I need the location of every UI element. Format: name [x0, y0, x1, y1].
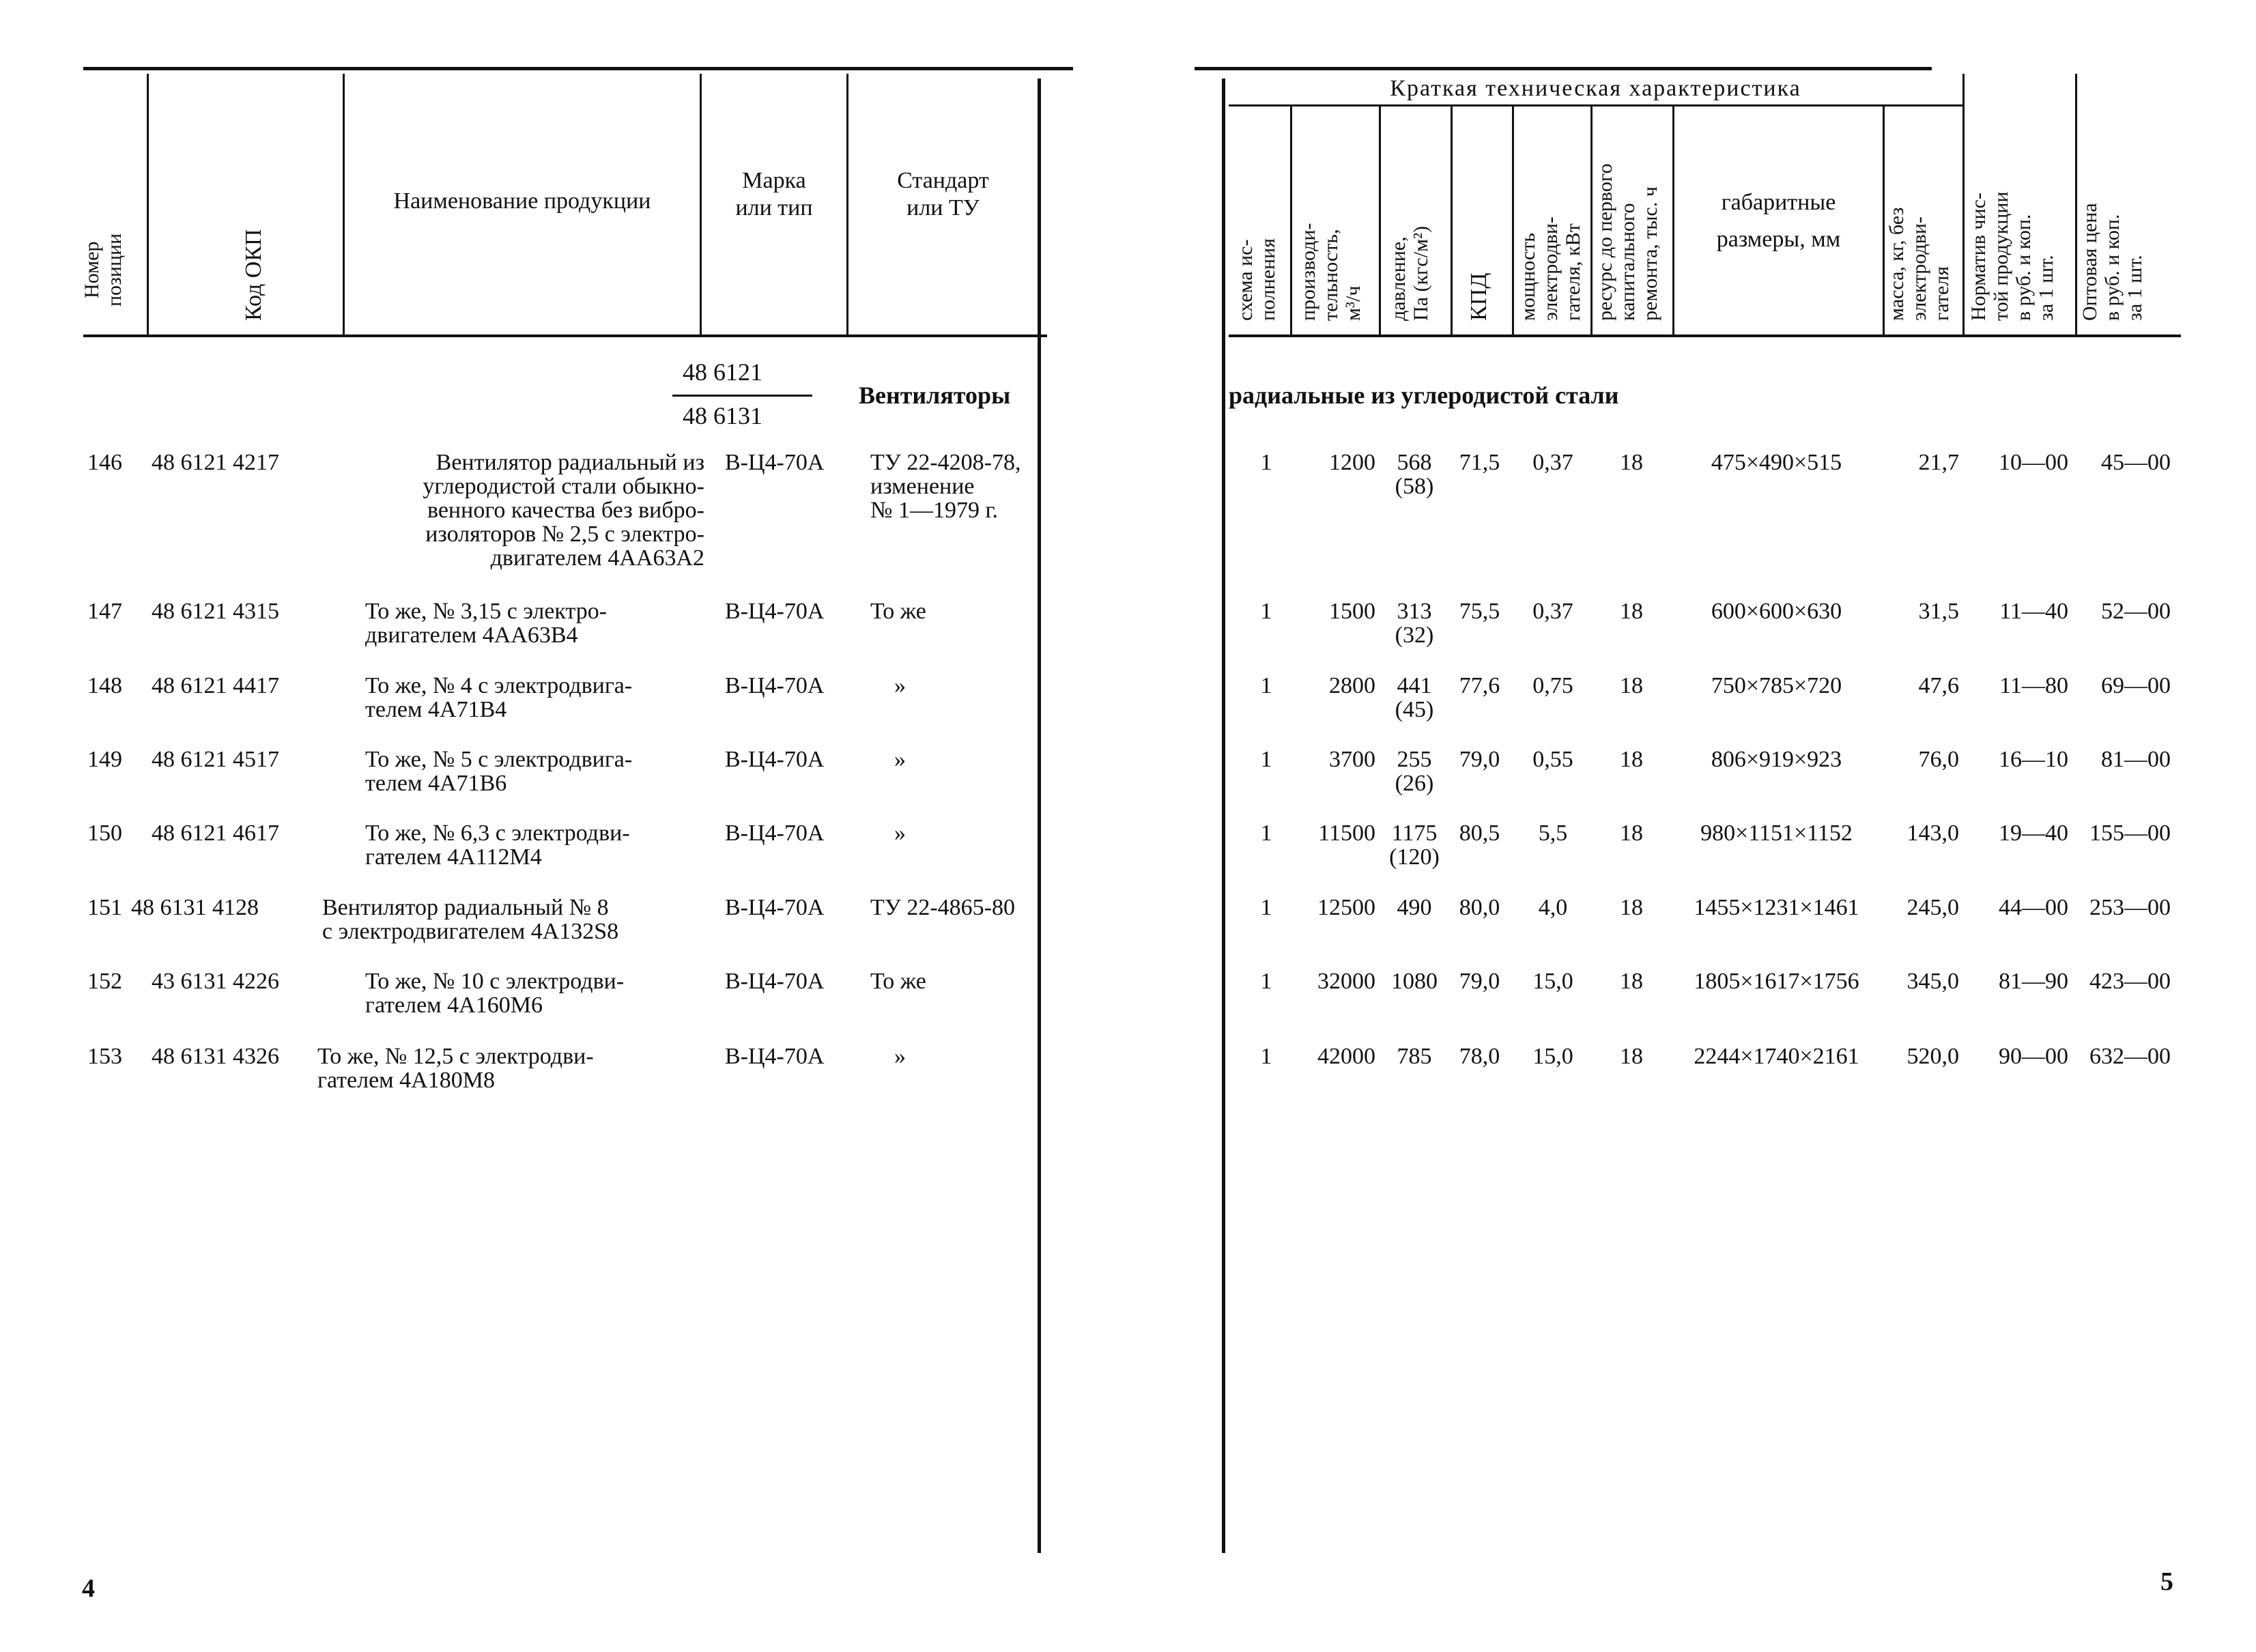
row-pressure: 490 [1397, 895, 1432, 920]
row-dimensions: 806×919×923 [1711, 747, 1842, 772]
row-scheme: 1 [1260, 450, 1272, 475]
row-pressure: 568 (58) [1395, 450, 1434, 499]
row-resource: 18 [1620, 1044, 1643, 1069]
left-header-rule [83, 334, 1047, 337]
row-dimensions: 475×490×515 [1711, 450, 1842, 475]
row-product-name: То же, № 3,15 с электро- двигателем 4АА63В4 [365, 599, 608, 648]
row-mass: 520,0 [1907, 1044, 1959, 1069]
row-norm: 90—00 [1999, 1044, 2068, 1069]
row-price: 52—00 [2101, 599, 2171, 624]
row-standard: ТУ 22-4865-80 [870, 895, 1015, 920]
row-scheme: 1 [1260, 1044, 1272, 1069]
row-standard: ТУ 22-4208-78, изменение № 1—1979 г. [870, 450, 1021, 523]
group-code-bottom: 48 6131 [683, 402, 762, 429]
row-position: 152 [87, 969, 122, 994]
row-power: 0,75 [1532, 673, 1573, 698]
page-number-right: 5 [2160, 1567, 2173, 1596]
right-col-sep-9 [2075, 74, 2077, 334]
row-scheme: 1 [1260, 599, 1272, 624]
row-scheme: 1 [1260, 969, 1272, 994]
header-standard: Стандарт или ТУ [897, 168, 989, 220]
row-pressure: 785 [1397, 1044, 1432, 1069]
header-overall-dimensions: габаритные размеры, мм [1716, 190, 1841, 252]
row-brand: В-Ц4-70А [725, 821, 825, 846]
row-price: 81—00 [2101, 747, 2171, 772]
row-capacity: 12500 [1317, 895, 1375, 920]
row-efficiency: 80,5 [1459, 821, 1500, 846]
group-title: Вентиляторы [859, 382, 1011, 409]
row-okp-code: 48 6121 4417 [152, 673, 279, 698]
row-brand: В-Ц4-70А [725, 599, 825, 624]
row-position: 149 [87, 747, 122, 772]
row-efficiency: 79,0 [1459, 747, 1500, 772]
row-mass: 76,0 [1918, 747, 1959, 772]
row-product-name: Вентилятор радиальный № 8 с электродвигателем 4А132S8 [322, 895, 619, 944]
row-price: 155—00 [2089, 821, 2171, 846]
row-resource: 18 [1620, 450, 1643, 475]
row-position: 153 [87, 1044, 122, 1069]
right-col-sep-8 [1962, 74, 1965, 334]
row-power: 15,0 [1532, 1044, 1573, 1069]
row-okp-code: 48 6131 4128 [131, 895, 259, 920]
header-motor-power: мощность электродви- гателя, кВт [1517, 216, 1584, 321]
row-norm: 81—90 [1999, 969, 2068, 994]
row-pressure: 1175 (120) [1389, 821, 1440, 870]
row-mass: 143,0 [1907, 821, 1959, 846]
row-dimensions: 1455×1231×1461 [1694, 895, 1859, 920]
row-norm: 10—00 [1999, 450, 2068, 475]
right-col-sep-1 [1290, 106, 1292, 334]
row-norm: 11—80 [1999, 673, 2068, 698]
row-capacity: 1500 [1329, 599, 1375, 624]
row-efficiency: 75,5 [1459, 599, 1500, 624]
row-dimensions: 750×785×720 [1711, 673, 1842, 698]
row-norm: 19—40 [1999, 821, 2068, 846]
header-overhaul-resource: ресурс до первого капитального ремонта, тыс. ч [1594, 163, 1661, 321]
header-okp-code: Код ОКП [241, 229, 266, 321]
row-scheme: 1 [1260, 747, 1272, 772]
header-brand-type: Марка или тип [735, 168, 813, 220]
row-resource: 18 [1620, 673, 1643, 698]
row-price: 45—00 [2101, 450, 2171, 475]
row-dimensions: 2244×1740×2161 [1694, 1044, 1859, 1069]
row-product-name: То же, № 5 с электродвига- телем 4А71В6 [365, 747, 633, 796]
row-brand: В-Ц4-70А [725, 673, 825, 698]
row-standard: » [894, 673, 906, 698]
right-col-sep-4 [1512, 106, 1514, 334]
row-standard: » [894, 821, 906, 846]
left-top-rule [83, 67, 1073, 70]
row-position: 146 [87, 450, 122, 475]
left-right-edge [1038, 79, 1041, 1553]
row-resource: 18 [1620, 599, 1643, 624]
row-pressure: 313 (32) [1395, 599, 1434, 648]
row-scheme: 1 [1260, 821, 1272, 846]
row-position: 147 [87, 599, 122, 624]
row-okp-code: 48 6121 4217 [152, 450, 279, 475]
super-header-rule [1229, 104, 1962, 106]
row-pressure: 1080 [1391, 969, 1438, 994]
row-capacity: 11500 [1318, 821, 1375, 846]
row-okp-code: 48 6121 4617 [152, 821, 279, 846]
row-mass: 47,6 [1918, 673, 1959, 698]
header-net-output-norm: Норматив чис- той продукции в руб. и коп. за 1 шт. [1967, 191, 2057, 321]
row-capacity: 1200 [1329, 450, 1375, 475]
left-col-sep-1 [147, 74, 149, 334]
header-mass: масса, кг, без электродви- гателя [1885, 207, 1953, 321]
row-standard: То же [870, 969, 926, 994]
right-col-sep-3 [1451, 106, 1453, 334]
row-norm: 11—40 [1999, 599, 2068, 624]
row-price: 69—00 [2101, 673, 2171, 698]
row-product-name: То же, № 12,5 с электродви- гателем 4А180М8 [317, 1044, 594, 1093]
right-col-sep-5 [1590, 106, 1593, 334]
right-col-sep-7 [1883, 106, 1885, 334]
row-product-name: То же, № 4 с электродвига- телем 4А71В4 [365, 673, 633, 722]
row-okp-code: 48 6121 4315 [152, 599, 279, 624]
row-norm: 16—10 [1999, 747, 2068, 772]
row-power: 4,0 [1538, 895, 1568, 920]
row-price: 253—00 [2089, 895, 2171, 920]
row-power: 0,37 [1532, 450, 1573, 475]
right-left-edge [1222, 79, 1225, 1553]
row-power: 15,0 [1532, 969, 1573, 994]
row-norm: 44—00 [1999, 895, 2068, 920]
row-mass: 31,5 [1918, 599, 1959, 624]
row-power: 5,5 [1538, 821, 1568, 846]
row-standard: » [894, 1044, 906, 1069]
right-top-rule [1195, 67, 1932, 70]
row-price: 632—00 [2089, 1044, 2171, 1069]
row-capacity: 42000 [1317, 1044, 1375, 1069]
row-scheme: 1 [1260, 673, 1272, 698]
row-product-name: То же, № 10 с электродви- гателем 4А160М6 [365, 969, 625, 1018]
row-pressure: 441 (45) [1395, 673, 1434, 722]
row-position: 148 [87, 673, 122, 698]
row-okp-code: 48 6131 4326 [152, 1044, 279, 1069]
row-resource: 18 [1620, 969, 1643, 994]
row-efficiency: 80,0 [1459, 895, 1500, 920]
right-col-sep-2 [1379, 106, 1381, 334]
row-power: 0,55 [1532, 747, 1573, 772]
row-position: 150 [87, 821, 122, 846]
row-dimensions: 1805×1617×1756 [1694, 969, 1859, 994]
row-brand: В-Ц4-70А [725, 450, 825, 475]
header-capacity: производи- тельность, м³/ч [1297, 223, 1365, 321]
row-pressure: 255 (26) [1395, 747, 1434, 796]
row-resource: 18 [1620, 821, 1643, 846]
header-execution-scheme: схема ис- полнения [1234, 238, 1279, 321]
page-number-left: 4 [82, 1574, 95, 1603]
row-product-name: То же, № 6,3 с электродви- гателем 4А112М4 [365, 821, 630, 870]
row-capacity: 2800 [1329, 673, 1375, 698]
row-product-name: Вентилятор радиальный из углеродистой стали обыкно- венного качества без вибро- изоляторов № 2,5 с электро- двигателем 4АА63А2 [423, 450, 704, 571]
row-position: 151 [87, 895, 122, 920]
row-resource: 18 [1620, 747, 1643, 772]
row-resource: 18 [1620, 895, 1643, 920]
row-capacity: 3700 [1329, 747, 1375, 772]
row-brand: В-Ц4-70А [725, 969, 825, 994]
row-efficiency: 71,5 [1459, 450, 1500, 475]
row-efficiency: 78,0 [1459, 1044, 1500, 1069]
row-efficiency: 77,6 [1459, 673, 1500, 698]
row-scheme: 1 [1260, 895, 1272, 920]
row-power: 0,37 [1532, 599, 1573, 624]
super-header: Краткая техническая характеристика [1390, 76, 1801, 101]
group-code-divider [672, 395, 812, 397]
header-pressure: давление, Па (кгс/м²) [1387, 226, 1432, 321]
row-standard: То же [870, 599, 926, 624]
row-mass: 245,0 [1907, 895, 1959, 920]
row-brand: В-Ц4-70А [725, 895, 825, 920]
row-price: 423—00 [2089, 969, 2171, 994]
header-product-name: Наименование продукции [393, 188, 651, 214]
row-okp-code: 48 6121 4517 [152, 747, 279, 772]
header-efficiency: КПД [1466, 272, 1491, 321]
row-mass: 345,0 [1907, 969, 1959, 994]
group-code-top: 48 6121 [683, 358, 762, 386]
row-brand: В-Ц4-70А [725, 747, 825, 772]
row-capacity: 32000 [1317, 969, 1375, 994]
row-efficiency: 79,0 [1459, 969, 1500, 994]
header-wholesale-price: Оптовая цена в руб. и коп. за 1 шт. [2079, 203, 2146, 321]
right-header-rule [1229, 334, 2181, 337]
header-position-number: Номер позиции [81, 233, 126, 307]
row-brand: В-Ц4-70А [725, 1044, 825, 1069]
group-title-continued: радиальные из углеродистой стали [1229, 382, 1619, 409]
row-dimensions: 600×600×630 [1711, 599, 1842, 624]
row-mass: 21,7 [1918, 450, 1959, 475]
row-dimensions: 980×1151×1152 [1700, 821, 1853, 846]
row-standard: » [894, 747, 906, 772]
row-okp-code: 43 6131 4226 [152, 969, 279, 994]
